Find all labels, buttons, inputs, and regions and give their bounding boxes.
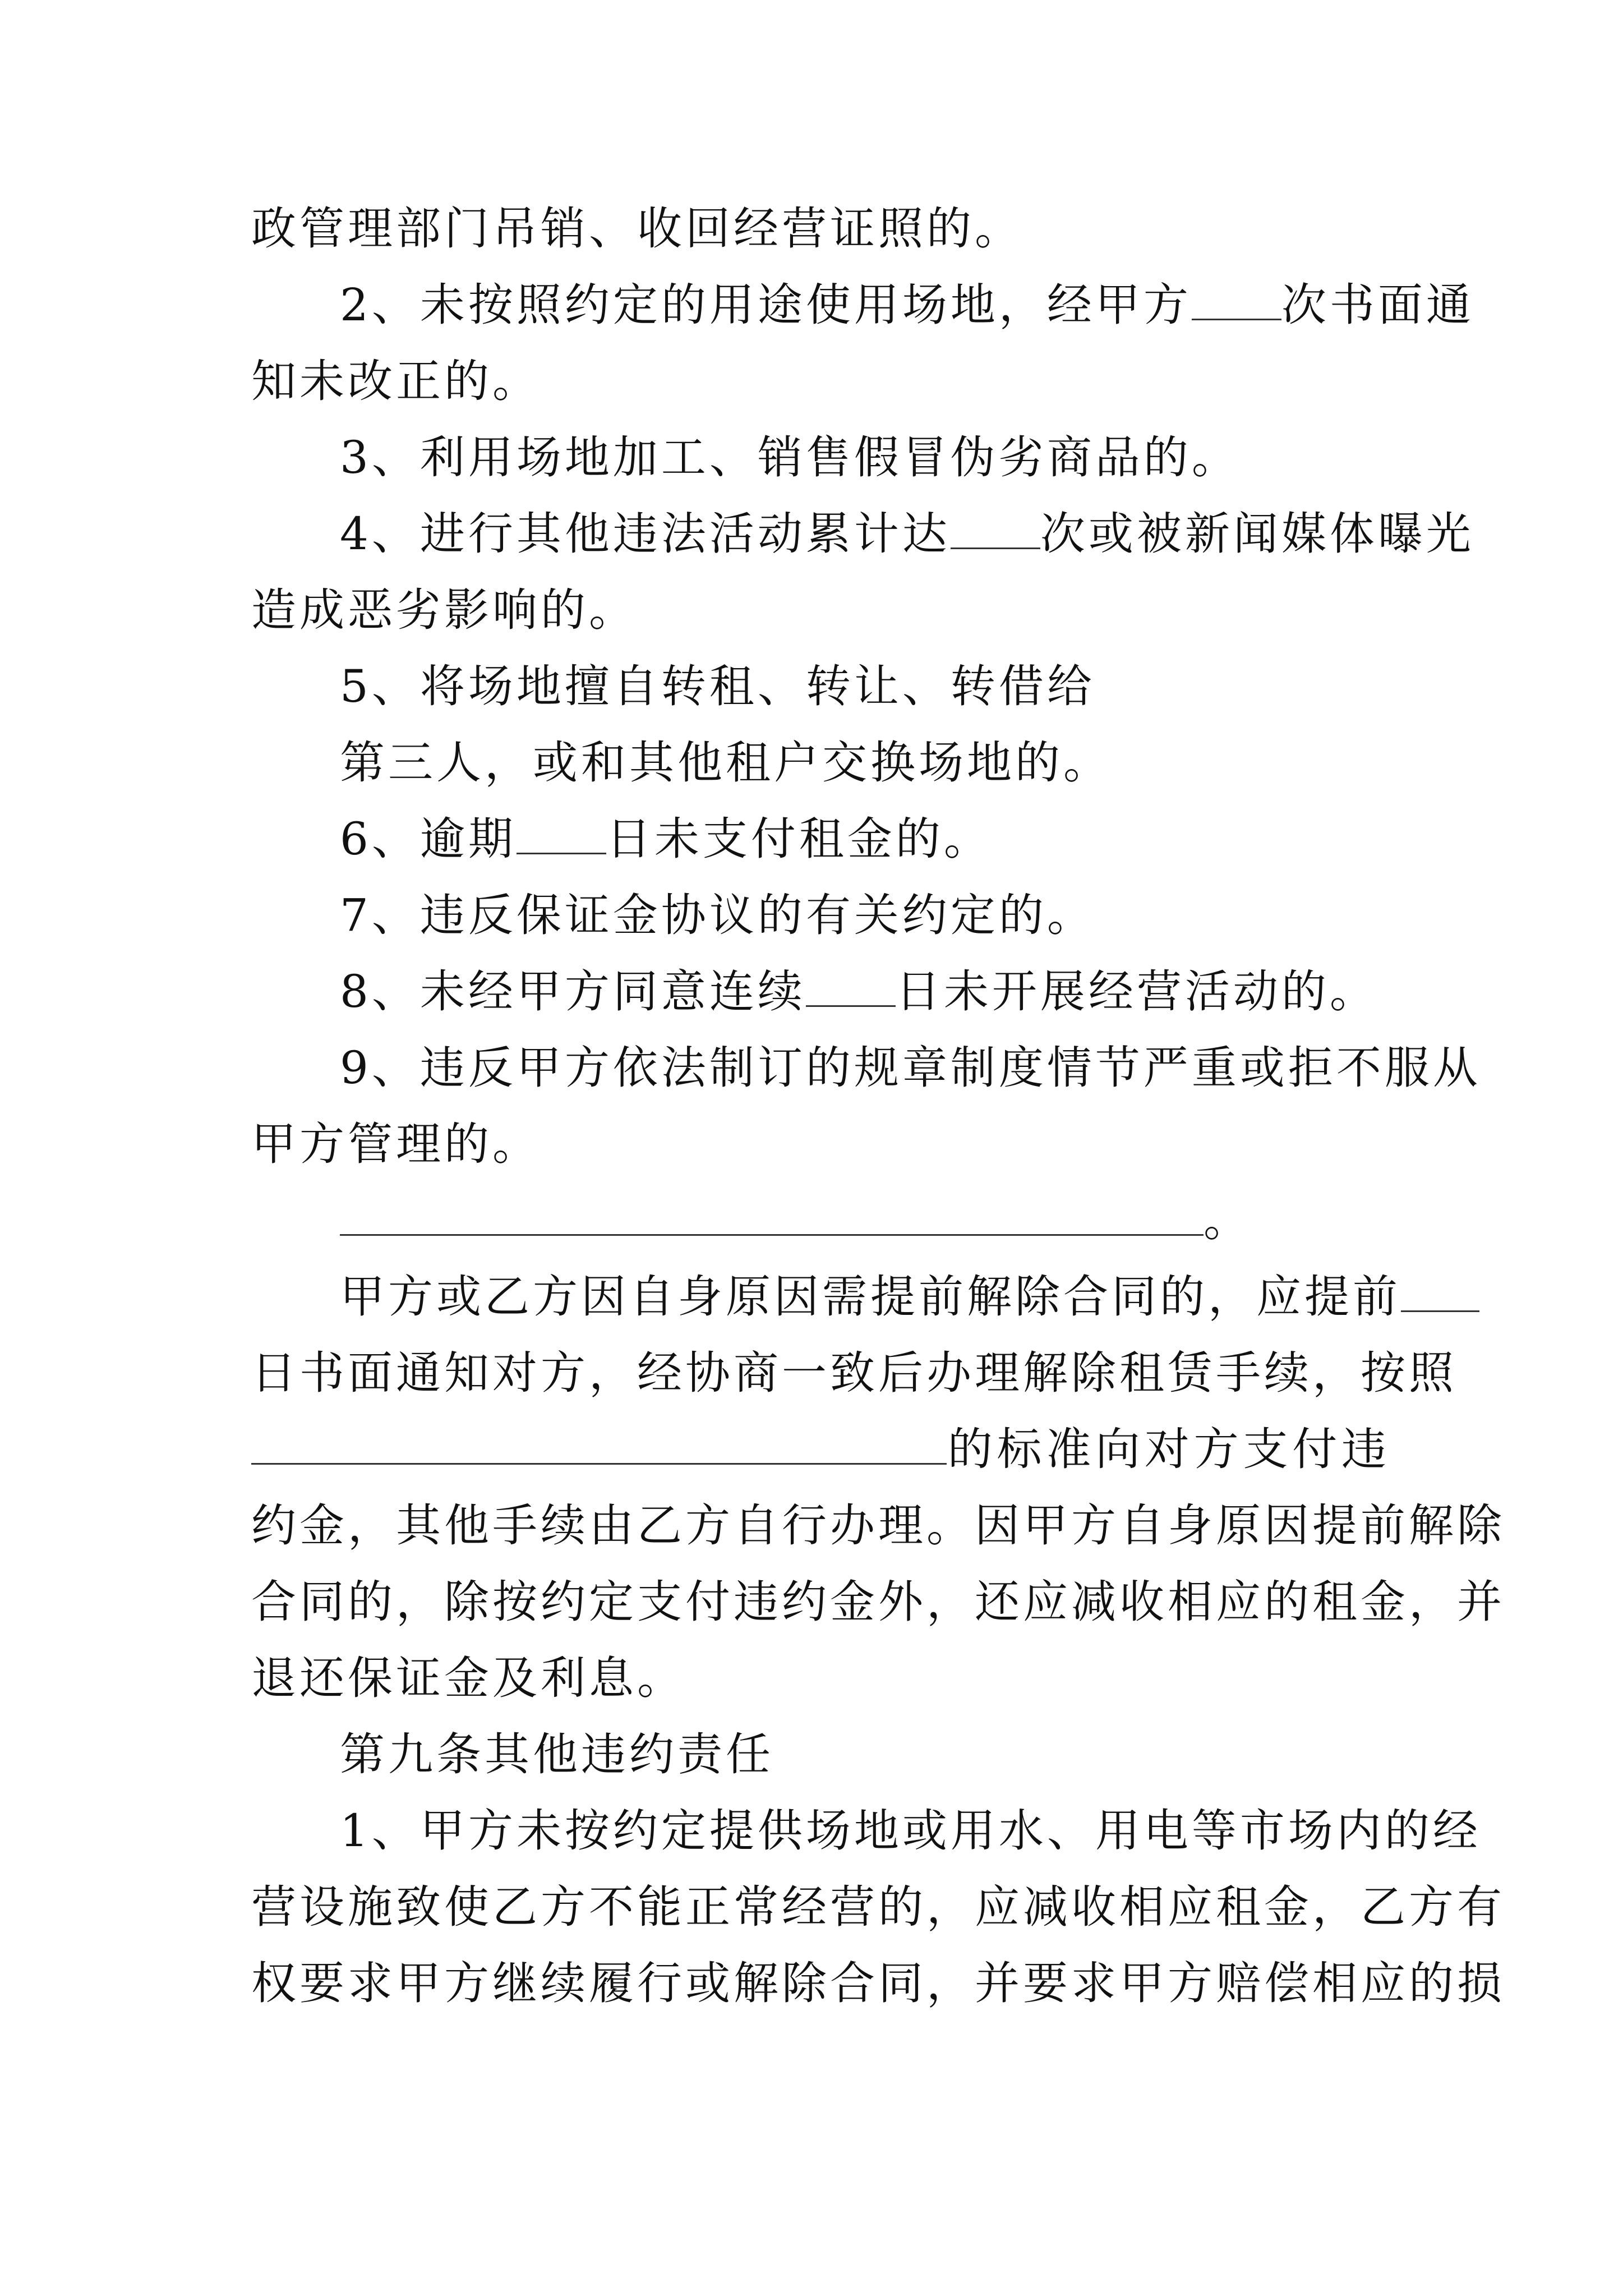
clause-2-line (251, 267, 1474, 343)
clause-7-line (251, 877, 1390, 954)
line-text: 7、违反保证金协议的有关约定的。 (340, 889, 1095, 941)
line-text: 的标准向对方支付违 (947, 1423, 1390, 1475)
paragraph-line (251, 1106, 1390, 1182)
paragraph-line (251, 572, 1390, 648)
line-text: 合同的，除按约定支付违约金外，还应减收相应的租金，并 (251, 1576, 1505, 1628)
line-text: 日书面通知对方，经协商一致后办理解除租赁手续，按照 (251, 1347, 1457, 1399)
paragraph-line (251, 1945, 1505, 2022)
line-text: 2、未按照约定的用途使用场地，经甲方 (340, 279, 1192, 331)
line-text: 8、未经甲方同意连续 (340, 965, 806, 1018)
line-text: 政管理部门吊销、收回经营证照的。 (251, 203, 1023, 255)
line-text: 造成恶劣影响的。 (251, 584, 637, 636)
paragraph-line (251, 343, 1390, 420)
line-text: 甲方或乙方因自身原因需提前解除合同的，应提前 (340, 1271, 1401, 1323)
line-text: 甲方管理的。 (251, 1118, 541, 1170)
line-text: 权要求甲方继续履行或解除合同，并要求甲方赔偿相应的损 (251, 1957, 1505, 2009)
paragraph-line (251, 1411, 1390, 1488)
line-text: 4、进行其他违法活动累计达 (340, 508, 951, 560)
line-text: 日未开展经营活动的。 (895, 965, 1378, 1018)
line-text: 1、甲方未按约定提供场地或用水、用电等市场内的经 (340, 1805, 1481, 1857)
fill-in-blank[interactable] (517, 802, 606, 854)
line-text: 知未改正的。 (251, 355, 541, 407)
termination-line (251, 1259, 1401, 1335)
clause-9-line (251, 1030, 1481, 1106)
fill-in-blank[interactable] (951, 497, 1040, 549)
paragraph-line (251, 1335, 1457, 1411)
clause-6-line (251, 801, 1390, 877)
paragraph-line (251, 1640, 1390, 1717)
section-heading (251, 1717, 1390, 1793)
fill-in-blank[interactable] (340, 1184, 1204, 1236)
line-text: 营设施致使乙方不能正常经营的，应减收相应租金，乙方有 (251, 1881, 1505, 1933)
clause-4-line (251, 496, 1474, 572)
line-text: 3、利用场地加工、销售假冒伪劣商品的。 (340, 431, 1240, 484)
line-text: 约金，其他手续由乙方自行办理。因甲方自身原因提前解除 (251, 1499, 1505, 1552)
fill-in-blank[interactable] (1401, 1260, 1479, 1312)
fill-in-blank[interactable] (251, 1412, 947, 1465)
clause-8-line (251, 954, 1390, 1030)
line-text: 6、逾期 (340, 813, 517, 865)
clause-5-line (251, 648, 1390, 725)
heading-text: 第九条其他违约责任 (340, 1728, 774, 1780)
line-text: 次书面通 (1281, 279, 1474, 331)
paragraph-line (251, 1488, 1505, 1564)
clause-1-line (251, 1793, 1481, 1869)
contract-text-body (251, 191, 1505, 2022)
fill-in-blank[interactable] (1192, 268, 1281, 320)
line-text: 日未支付租金的。 (606, 813, 992, 865)
blank-clause-line (251, 1182, 1390, 1259)
line-text: 退还保证金及利息。 (251, 1652, 685, 1704)
line-text: 第三人，或和其他租户交换场地的。 (340, 737, 1112, 789)
paragraph-line (251, 191, 1390, 267)
paragraph-line (251, 1869, 1505, 1945)
line-text: 次或被新闻媒体曝光 (1040, 508, 1474, 560)
line-text: 9、违反甲方依法制订的规章制度情节严重或拒不服从 (340, 1042, 1481, 1094)
line-text: 5、将场地擅自转租、转让、转借给 (340, 660, 1095, 712)
fill-in-blank[interactable] (806, 955, 896, 1007)
line-text: 。 (1204, 1194, 1252, 1246)
paragraph-line (251, 1564, 1505, 1640)
paragraph-line (251, 725, 1390, 801)
clause-3-line (251, 420, 1390, 496)
